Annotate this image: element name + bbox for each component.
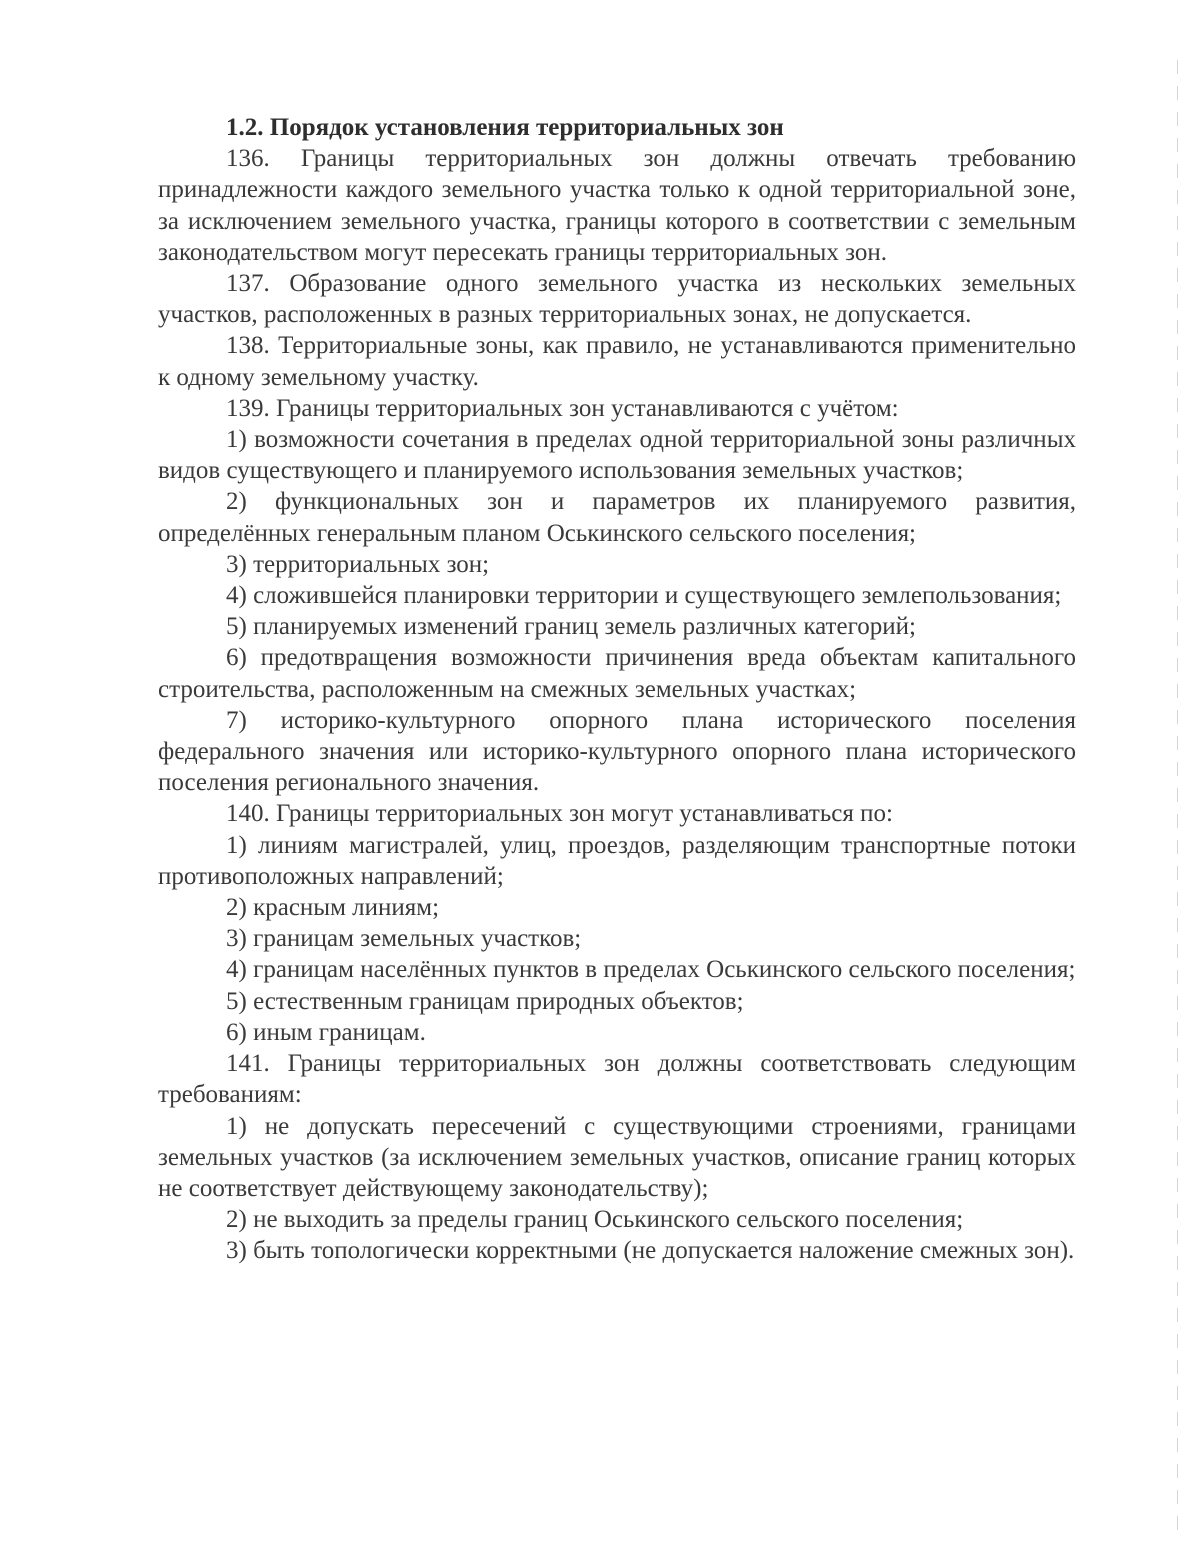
list-item-139-2: 2) функциональных зон и параметров их планируемого развития, определённых генеральным планом Оськинского сельского поселения; — [158, 488, 1076, 547]
list-item-139-7: 7) историко-культурного опорного плана исторического поселения федерального значения или историко-культурного опорного плана исторического поселения регионального значения. — [158, 706, 1076, 797]
list-item-139-4: 4) сложившейся планировки территории и существующего землепользования; — [226, 582, 1062, 610]
paragraph-137: 137. Образование одного земельного участка из нескольких земельных участков, расположенных в разных территориальных зонах, не допускается. — [158, 270, 1076, 329]
paragraph-141: 141. Границы территориальных зон должны соответствовать следующим требованиям: — [158, 1050, 1076, 1109]
scan-edge-artifact — [1177, 60, 1178, 1530]
paragraph-140: 140. Границы территориальных зон могут устанавливаться по: — [226, 800, 893, 828]
list-item-140-1: 1) линиям магистралей, улиц, проездов, разделяющим транспортные потоки противоположных направлений; — [158, 831, 1076, 890]
paragraph-138: 138. Территориальные зоны, как правило, не устанавливаются применительно к одному земельному участку. — [158, 332, 1076, 391]
list-item-141-1: 1) не допускать пересечений с существующими строениями, границами земельных участков (за исключением земельных участков, описание границ которых не соответствует действующему законодательству); — [158, 1112, 1076, 1202]
paragraph-136: 136. Границы территориальных зон должны отвечать требованию принадлежности каждого земельного участка только к одной территориальной зоне, за исключением земельного участка, границы которого в соответствии с земельным законодательством могут пересекать границы территориальных зон. — [158, 145, 1076, 266]
document-page — [158, 112, 1076, 1267]
section-heading: 1.2. Порядок установления территориальных зон — [226, 114, 784, 141]
paragraph-139: 139. Границы территориальных зон устанавливаются с учётом: — [226, 394, 899, 422]
list-item-140-2: 2) красным линиям; — [226, 894, 440, 922]
list-item-140-3: 3) границам земельных участков; — [226, 925, 582, 953]
list-item-139-1: 1) возможности сочетания в пределах одной территориальной зоны различных видов существующего и планируемого использования земельных участков; — [158, 426, 1076, 485]
list-item-139-6: 6) предотвращения возможности причинения вреда объектам капитального строительства, расположенным на смежных земельных участках; — [158, 644, 1076, 703]
list-item-140-6: 6) иным границам. — [226, 1018, 426, 1046]
list-item-139-5: 5) планируемых изменений границ земель различных категорий; — [226, 613, 916, 641]
list-item-140-4: 4) границам населённых пунктов в пределах Оськинского сельского поселения; — [226, 956, 1076, 984]
list-item-141-2: 2) не выходить за пределы границ Оськинского сельского поселения; — [226, 1206, 964, 1234]
list-item-139-3: 3) территориальных зон; — [226, 550, 490, 578]
list-item-141-3: 3) быть топологически корректными (не допускается наложение смежных зон). — [226, 1237, 1075, 1265]
list-item-140-5: 5) естественным границам природных объектов; — [226, 987, 744, 1015]
